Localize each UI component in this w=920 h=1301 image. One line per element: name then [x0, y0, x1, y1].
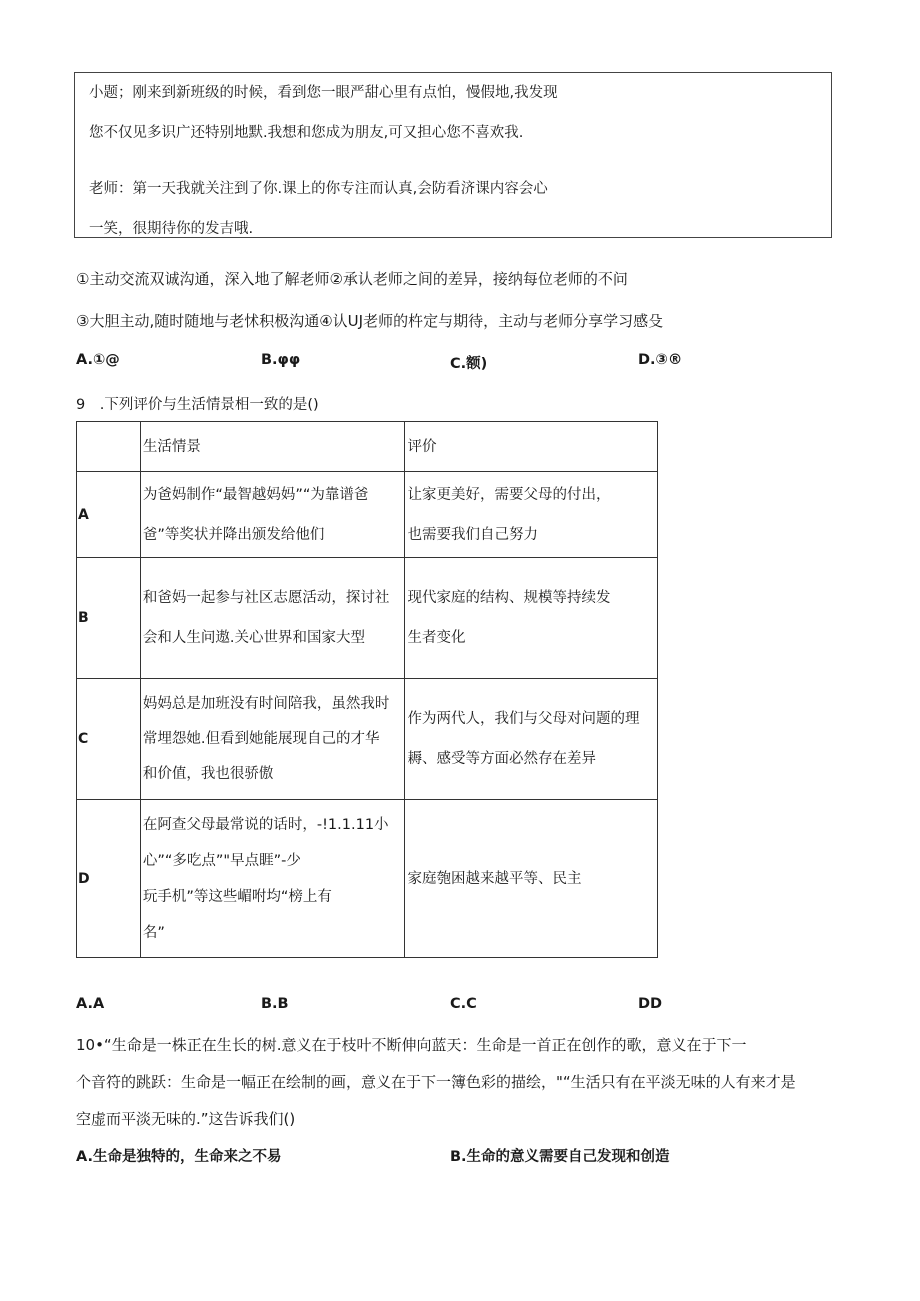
- q9-row-b-eval: [405, 558, 658, 679]
- cell-line: 让家更美好，需要父母的付出，: [407, 486, 611, 503]
- table-row: [77, 558, 658, 679]
- cell-line: 耨、感受等方面必然存在差异: [407, 751, 596, 767]
- dialog-line-teacher-1: 老师：第一天我就关注到了你.课上的你专注而认真,会防看济课内容会心: [89, 181, 548, 197]
- q10-stem-line-1: 10•“生命是一株正在生长的树.意义在于枝叶不断伸向蓝天：生命是一首正在创作的歌，意义在于下一: [76, 1036, 747, 1054]
- dialog-line-student-2: 您不仅见多识广还特别地默.我想和您成为朋友,可又担心您不喜欢我.: [89, 125, 524, 141]
- q9-row-b-life: [140, 558, 405, 679]
- dialog-line-teacher-2: 一笑，很期待你的发吉哦.: [89, 221, 254, 237]
- cell-line: 玩手机”等这些嵋咐均“榜上有: [142, 888, 332, 905]
- q9-header-label: [77, 422, 141, 472]
- q9-option-b[interactable]: B.B: [261, 996, 289, 1012]
- cell-line: 心”“多吃点”"早点睚”-少: [142, 852, 301, 869]
- q9-row-c-eval: [405, 679, 658, 800]
- cell-line: 家庭匏困越来越平等、民主: [407, 870, 582, 887]
- q10-option-b[interactable]: B.生命的意义需要自己发现和创造: [450, 1149, 670, 1165]
- dialog-box: [74, 72, 832, 238]
- dialog-line-student-1: 小题；刚来到新班级的时候，看到您一眼严甜心里有点怕，慢假地,我发现: [89, 85, 558, 101]
- q10-stem-line-2: 个音符的跳跃：生命是一幅正在绘制的画，意义在于下一簿色彩的描绘，"“生活只有在平淡无味的人有来才是: [76, 1073, 796, 1091]
- q9-option-d[interactable]: DD: [638, 996, 663, 1012]
- q10-stem-line-3: 空虚而平淡无味的.”这告诉我们(): [76, 1110, 296, 1128]
- q9-row-a-label: A: [77, 472, 141, 558]
- cell-line: 为爸妈制作“最智越妈妈”“为靠谱爸: [142, 486, 369, 503]
- q9-option-a[interactable]: A.A: [76, 996, 105, 1012]
- q8-statement-1: ①主动交流双诚沟通，深入地了解老师②承认老师之间的差异，接纳每位老师的不问: [76, 270, 628, 288]
- cell-line: 会和人生问遨.关心世界和国家大型: [142, 630, 365, 646]
- q9-table-header: [77, 422, 658, 472]
- table-row: [77, 472, 658, 558]
- cell-line: 作为两代人，我们与父母对问题的理: [407, 711, 640, 727]
- q9-header-eval: 评价: [405, 422, 658, 472]
- cell-line: 妈妈总是加班没有时间陪我，虽然我时: [142, 695, 390, 712]
- q10-option-a[interactable]: A.生命是独特的，生命来之不易: [76, 1149, 282, 1165]
- cell-line: 和爸妈一起参与社区志愿活动，探讨社: [142, 590, 390, 606]
- table-row: [77, 679, 658, 800]
- q9-row-c-life: [140, 679, 405, 800]
- q8-option-b[interactable]: B.φφ: [261, 352, 301, 368]
- q8-option-c[interactable]: C.额): [450, 356, 488, 372]
- q8-statement-2: ③大胆主动,随时随地与老怵积极沟通④认UJ老师的杵定与期待，主动与老师分享学习感殳: [76, 312, 664, 330]
- cell-line: 生者变化: [407, 630, 466, 646]
- q9-row-b-label: B: [77, 558, 141, 679]
- q9-stem: 9 .下列评价与生活情景相一致的是(): [76, 397, 319, 413]
- cell-line: 常埋怨她.但看到她能展现自己的才华: [142, 730, 380, 747]
- q9-header-life: 生活情景: [140, 422, 405, 472]
- cell-line: 爸”等奖状并降出颁发给他们: [142, 526, 325, 543]
- cell-line: 名”: [142, 924, 165, 941]
- q9-row-c-label: C: [77, 679, 141, 800]
- cell-line: 现代家庭的结构、规模等持续发: [407, 590, 611, 606]
- q9-table: [76, 421, 658, 958]
- q8-option-a[interactable]: A.①@: [76, 352, 120, 368]
- q9-row-d-label: D: [77, 800, 141, 958]
- table-row: [77, 800, 658, 958]
- q9-row-d-life: [140, 800, 405, 958]
- q9-row-a-eval: [405, 472, 658, 558]
- cell-line: 和价值，我也很骄傲: [142, 765, 274, 782]
- q9-row-d-eval: [405, 800, 658, 958]
- q9-row-a-life: [140, 472, 405, 558]
- q9-option-c[interactable]: C.C: [450, 996, 477, 1012]
- q8-option-d[interactable]: D.③®: [638, 352, 683, 368]
- cell-line: 也需要我们自己努力: [407, 526, 538, 543]
- cell-line: 在阿查父母最常说的话时，-!1.1.11小: [142, 816, 389, 833]
